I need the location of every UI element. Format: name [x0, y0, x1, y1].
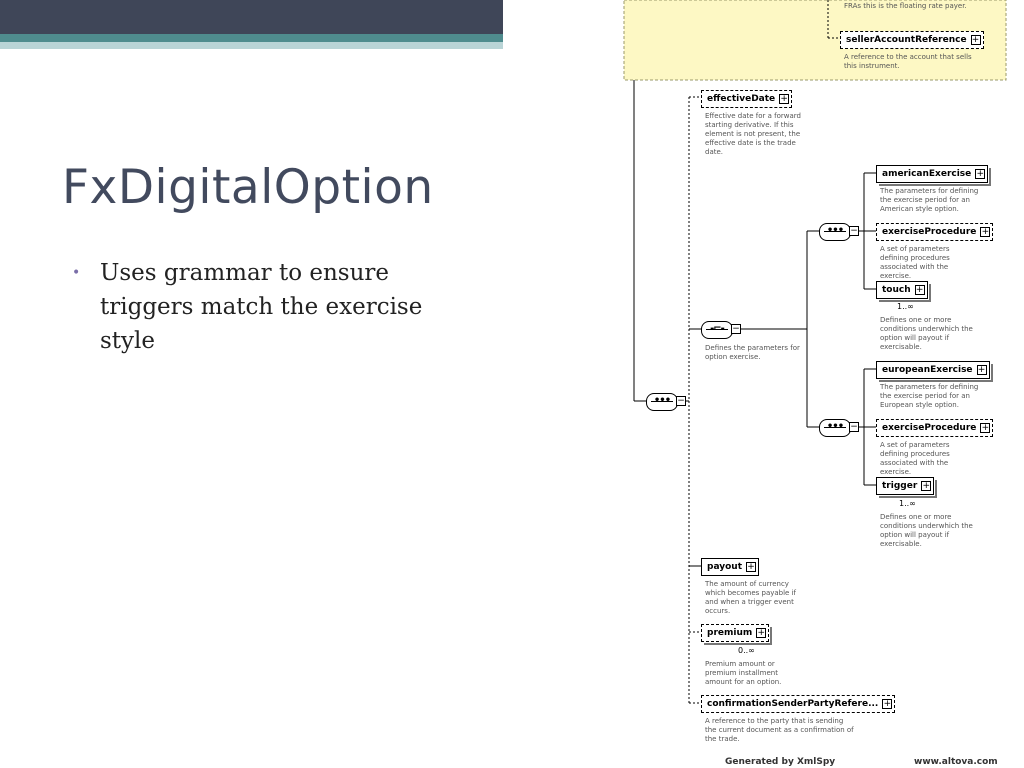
node-description: A reference to the party that is sending the current document as a confirmation of the trade. [705, 717, 854, 743]
node-description: A reference to the account that sells this instrument. [844, 53, 972, 70]
generator-credit: Generated by XmlSpy [725, 757, 836, 767]
node-label: exerciseProcedure [882, 423, 977, 433]
sequence-compositor-icon: ••• [646, 393, 678, 411]
expand-icon[interactable]: + [922, 481, 931, 491]
expand-icon[interactable]: + [757, 628, 765, 638]
collapse-icon[interactable]: − [850, 422, 858, 432]
sequence-compositor-icon: ••• [819, 223, 851, 241]
fragment-description: FRAs this is the floating rate payer. [844, 2, 967, 10]
node-description: Effective date for a forward starting derivative. If this element is not present, the effective date is the trade date. [705, 112, 801, 156]
node-description: Defines one or more conditions underwhich the option will payout if exercisable. [880, 513, 973, 548]
node-american-exercise[interactable] [876, 165, 988, 183]
node-label: touch [882, 285, 911, 295]
node-exercise-procedure[interactable] [876, 419, 993, 437]
node-trigger[interactable] [876, 477, 934, 495]
cardinality-label: 0..∞ [738, 646, 755, 655]
node-label: confirmationSenderPartyRefere... [707, 699, 879, 709]
node-label: payout [707, 562, 742, 572]
header-band-dark [0, 0, 503, 34]
collapse-icon[interactable]: − [732, 324, 740, 334]
node-description: Defines one or more conditions underwhich the option will payout if exercisable. [880, 316, 973, 351]
node-exercise-procedure[interactable] [876, 223, 993, 241]
collapse-icon[interactable]: − [677, 396, 685, 406]
header-band-teal [0, 34, 503, 42]
node-description: A set of parameters defining procedures associated with the exercise. [880, 245, 950, 280]
node-description: Premium amount or premium installment amount for an option. [705, 660, 782, 686]
bullet-icon: • [72, 265, 81, 281]
node-european-exercise[interactable] [876, 361, 990, 379]
expand-icon[interactable]: + [981, 423, 990, 433]
slide-title: FxDigitalOption [62, 160, 434, 215]
node-description: The amount of currency which becomes payable if and when a trigger event occurs. [705, 580, 796, 615]
sequence-compositor-icon: ••• [819, 419, 851, 437]
collapse-icon[interactable]: − [850, 226, 858, 236]
expand-icon[interactable]: + [915, 285, 924, 295]
expand-icon[interactable]: + [883, 699, 892, 709]
node-label: trigger [882, 481, 918, 491]
choice-description: Defines the parameters for option exercise. [705, 344, 800, 361]
node-description: The parameters for defining the exercise period for an European style option. [880, 383, 979, 409]
choice-compositor-icon: -⌐- [701, 321, 733, 339]
node-premium[interactable] [701, 624, 769, 642]
bullet-list [72, 256, 472, 358]
node-label: effectiveDate [707, 94, 776, 104]
bullet-text: Uses grammar to ensure triggers match the exercise style [100, 260, 423, 354]
expand-icon[interactable]: + [977, 365, 986, 375]
expand-icon[interactable]: + [971, 35, 980, 45]
node-description: A set of parameters defining procedures associated with the exercise. [880, 441, 950, 476]
node-label: europeanExercise [882, 365, 973, 375]
node-label: exerciseProcedure [882, 227, 977, 237]
node-label: premium [707, 628, 753, 638]
expand-icon[interactable]: + [976, 169, 985, 179]
expand-icon[interactable]: + [981, 227, 990, 237]
cardinality-label: 1..∞ [897, 302, 914, 311]
altova-link[interactable]: www.altova.com [914, 757, 998, 767]
node-description: The parameters for defining the exercise period for an American style option. [880, 187, 979, 213]
node-effective-date[interactable] [701, 90, 792, 108]
node-payout[interactable] [701, 558, 759, 576]
header-band-light [0, 42, 503, 49]
node-label: americanExercise [882, 169, 972, 179]
node-touch[interactable] [876, 281, 928, 299]
node-seller-account-reference[interactable] [840, 31, 984, 49]
expand-icon[interactable]: + [780, 94, 788, 104]
expand-icon[interactable]: + [747, 562, 755, 572]
node-confirmation-sender-party-reference[interactable] [701, 695, 895, 713]
node-label: sellerAccountReference [846, 35, 967, 45]
bullet-item [72, 256, 472, 358]
cardinality-label: 1..∞ [899, 499, 916, 508]
